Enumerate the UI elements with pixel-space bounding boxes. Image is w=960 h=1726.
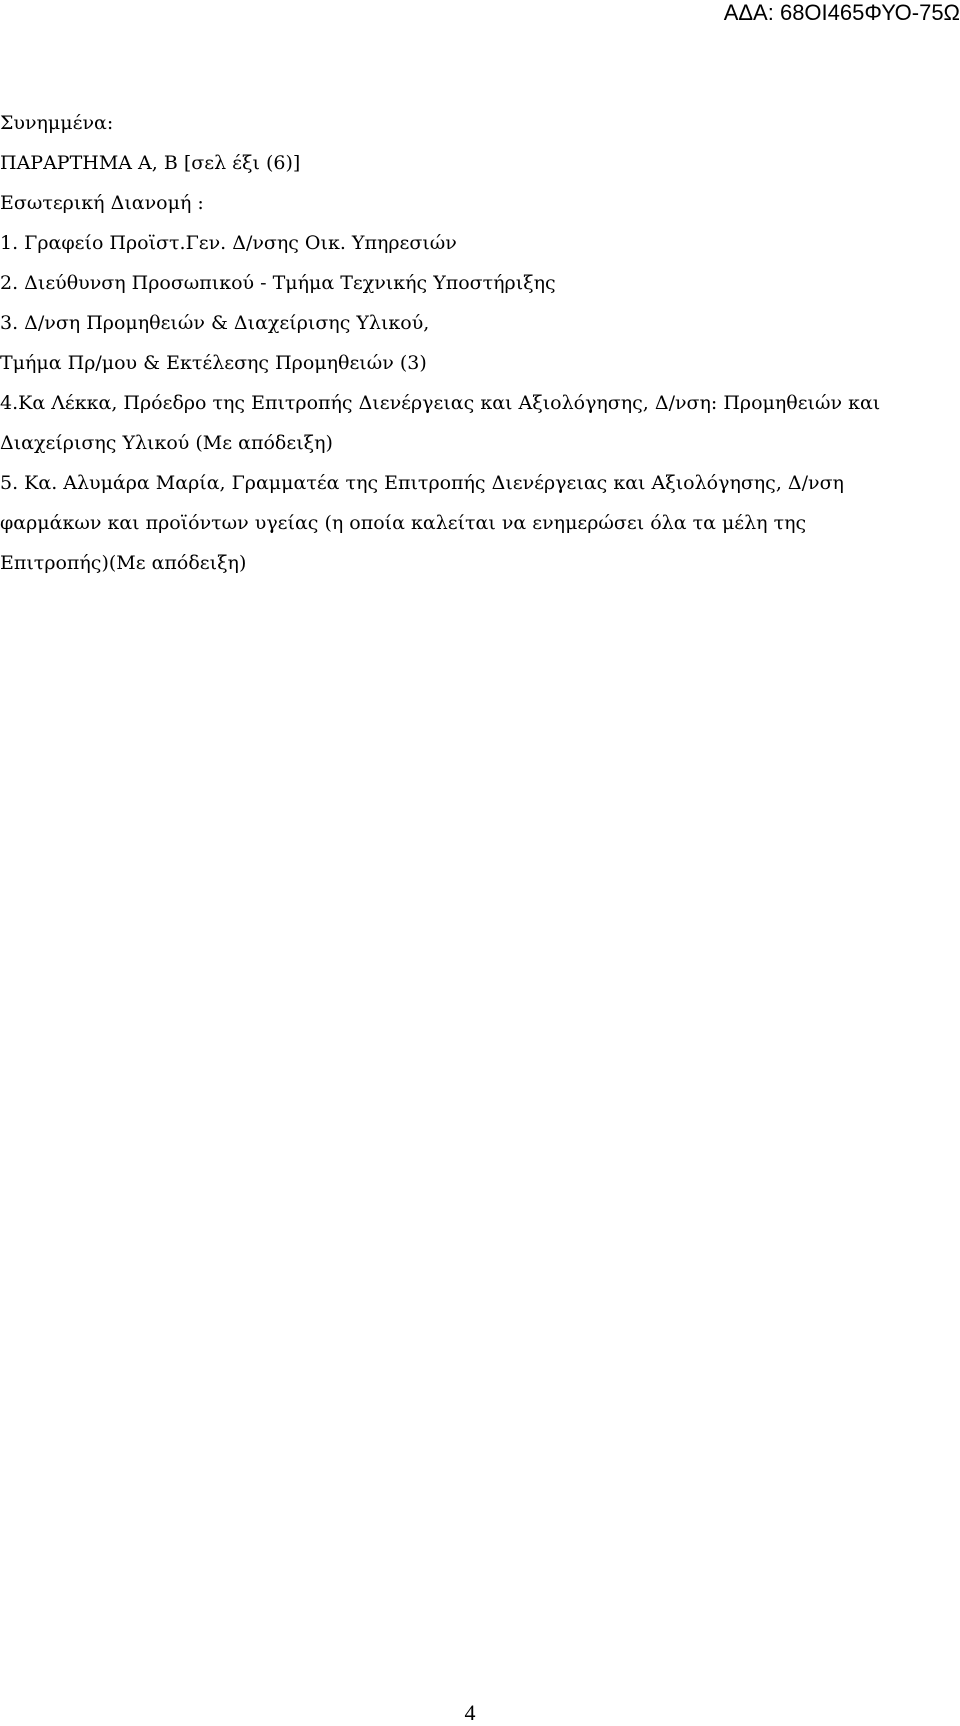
ada-header: ΑΔΑ: 68ΟΙ465ΦΥΟ-75Ω [723, 0, 960, 25]
attachments-heading: Συνημμένα: [0, 112, 114, 134]
distribution-item: 5. Κα. Αλυμάρα Μαρία, Γραμματέα της Επιτροπής Διενέργειας και Αξιολόγησης, Δ/νση [0, 472, 844, 494]
attachments-item: ΠΑΡΑΡΤΗΜΑ Α, Β [σελ έξι (6)] [0, 152, 301, 174]
page-number: 4 [464, 1700, 476, 1725]
internal-distribution-heading: Εσωτερική Διανομή : [0, 192, 204, 214]
document-body [0, 103, 958, 583]
distribution-item-continuation: Διαχείρισης Υλικού (Με απόδειξη) [0, 432, 333, 454]
distribution-item-continuation: Επιτροπής)(Με απόδειξη) [0, 552, 247, 574]
distribution-item: 1. Γραφείο Προϊστ.Γεν. Δ/νσης Οικ. Υπηρεσιών [0, 232, 457, 254]
distribution-item: 4.Κα Λέκκα, Πρόεδρο της Επιτροπής Διενέργειας και Αξιολόγησης, Δ/νση: Προμηθειών και [0, 392, 881, 414]
distribution-item-continuation: φαρμάκων και προϊόντων υγείας (η οποία καλείται να ενημερώσει όλα τα μέλη της [0, 512, 807, 534]
distribution-item: 3. Δ/νση Προμηθειών & Διαχείρισης Υλικού, [0, 312, 430, 334]
distribution-item: 2. Διεύθυνση Προσωπικού - Τμήμα Τεχνικής Υποστήριξης [0, 272, 556, 294]
distribution-item-continuation: Τμήμα Πρ/μου & Εκτέλεσης Προμηθειών (3) [0, 352, 427, 374]
